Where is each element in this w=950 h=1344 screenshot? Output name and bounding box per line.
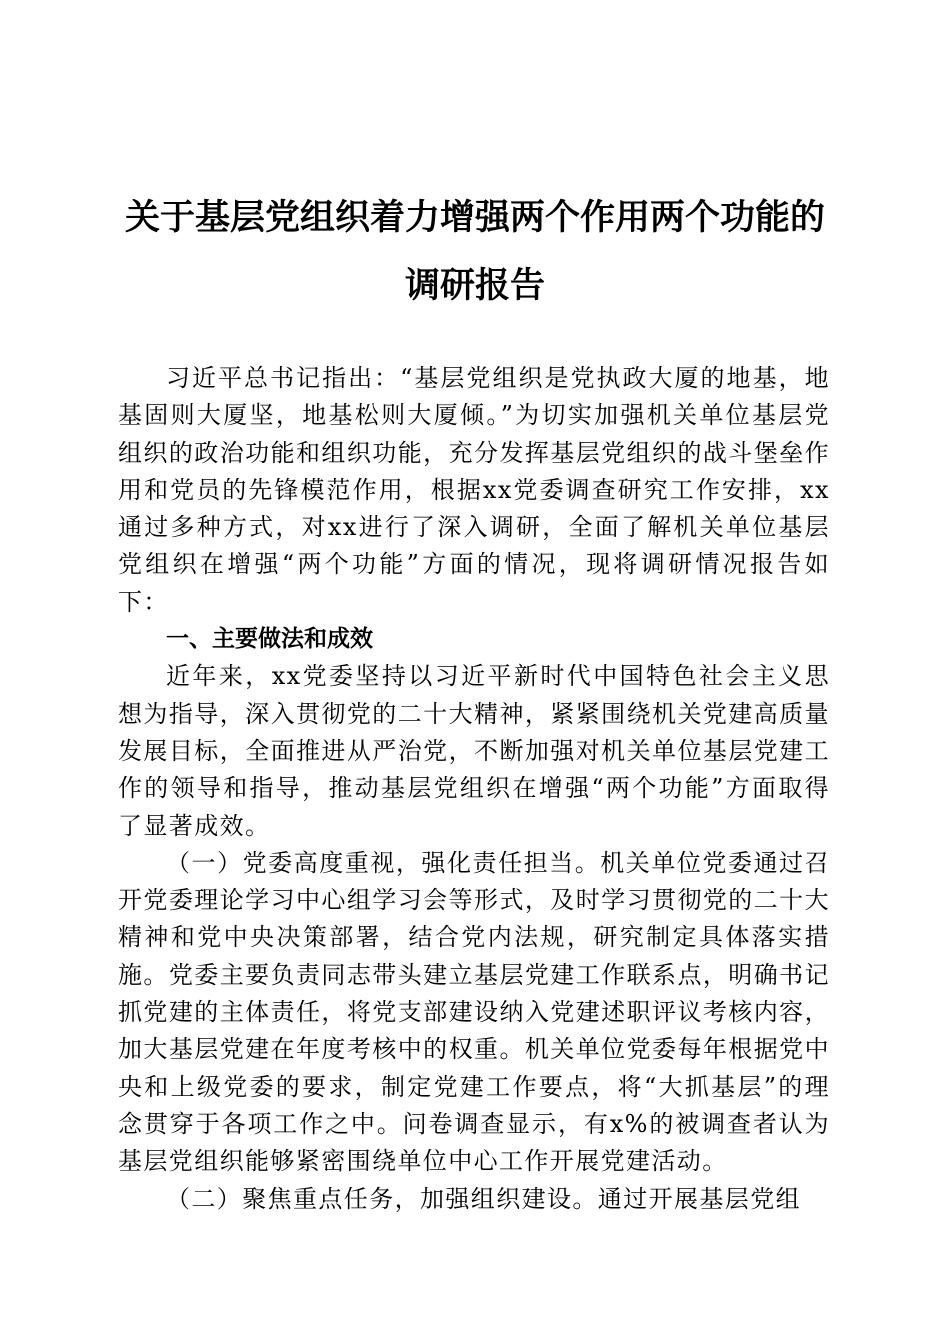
item-1-paragraph: （一）党委高度重视，强化责任担当。机关单位党委通过召开党委理论学习中心组学习会等形式，及时学习贯彻党的二十大精神和党中央决策部署，结合党内法规，研究制定具体落实措施。党委主要负责同志带头建立基层党建工作联系点，明确书记抓党建的主体责任，将党支部建设纳入党建述职评议考核内容，加大基层党建在年度考核中的权重。机关单位党委每年根据党中央和上级党委的要求，制定党建工作要点，将“大抓基层”的理念贯穿于各项工作之中。问卷调查显示，有x%的被调查者认为基层党组织能够紧密围绕单位中心工作开展党建活动。: [118, 848, 830, 1176]
document-title-line-2: 调研报告: [404, 265, 545, 306]
item-2-paragraph: （二）聚焦重点任务，加强组织建设。通过开展基层党组: [166, 1184, 801, 1213]
document-title-line-1: 关于基层党组织着力增强两个作用两个功能的: [124, 197, 825, 238]
section-1-intro-paragraph: 近年来，xx党委坚持以习近平新时代中国特色社会主义思想为指导，深入贯彻党的二十大精神，紧紧围绕机关党建高质量发展目标，全面推进从严治党，不断加强对机关单位基层党建工作的领导和指导，推动基层党组织在增强“两个功能”方面取得了显著成效。: [118, 662, 830, 840]
document-body: [118, 360, 830, 1218]
section-1-heading: 一、主要做法和成效: [166, 626, 373, 653]
intro-paragraph: 习近平总书记指出：“基层党组织是党执政大厦的地基，地基固则大厦坚，地基松则大厦倾。”为切实加强机关单位基层党组织的政治功能和组织功能，充分发挥基层党组织的战斗堡垒作用和党员的先锋模范作用，根据xx党委调查研究工作安排，xx通过多种方式，对xx进行了深入调研，全面了解机关单位基层党组织在增强“两个功能”方面的情况，现将调研情况报告如下：: [118, 364, 830, 616]
